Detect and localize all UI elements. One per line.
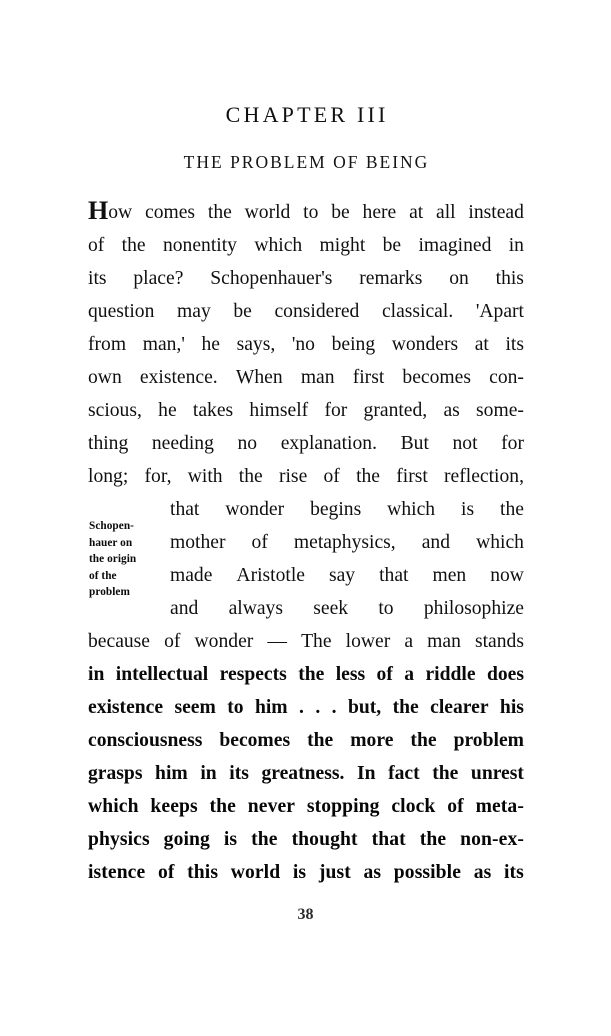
text-line (88, 262, 524, 295)
text-word: is (223, 829, 238, 850)
text-word: stopping (306, 796, 380, 817)
text-word: nonentity (162, 235, 237, 256)
text-word: in (508, 235, 524, 256)
text-word: existence (88, 697, 164, 718)
text-word: clock (391, 796, 436, 817)
text-line (88, 229, 524, 262)
text-word: . (299, 697, 304, 718)
text-word: classical. (381, 301, 454, 322)
text-word: How (88, 196, 133, 225)
text-word: con- (489, 367, 524, 388)
text-word: metaphysics, (293, 532, 396, 553)
text-word: — (267, 631, 287, 652)
text-word: world (230, 862, 281, 883)
section-title: THE PROBLEM OF BEING (183, 152, 430, 172)
text-word: granted, (363, 400, 428, 421)
marginal-gloss-line: the origin (89, 553, 137, 566)
marginal-gloss-line: hauer on (89, 536, 133, 549)
text-word: himself (249, 400, 309, 421)
text-word: never (247, 796, 296, 817)
text-word: existence. (139, 367, 218, 388)
text-word: with (187, 466, 223, 487)
text-word: remarks (359, 268, 423, 289)
page-number: 38 (297, 906, 314, 923)
text-word: the (238, 466, 263, 487)
text-word: as (363, 862, 382, 883)
chapter-title: CHAPTER III (225, 102, 389, 127)
text-word: istence (88, 862, 146, 883)
text-word: because (88, 631, 151, 652)
text-word: becomes (219, 730, 291, 751)
text-word: lower (345, 631, 391, 652)
text-word: takes (192, 400, 234, 421)
text-word: that (371, 829, 406, 850)
text-word: its (88, 268, 107, 289)
text-word: seek (313, 598, 349, 619)
text-word: stands (474, 631, 524, 652)
text-line (88, 559, 524, 592)
text-word: less (335, 664, 366, 685)
text-word: men (432, 565, 467, 586)
text-word: grasps (88, 763, 143, 784)
text-word: instead (468, 202, 524, 223)
text-line (88, 196, 524, 229)
text-word: him (155, 763, 188, 784)
text-word: going (163, 829, 210, 850)
text-word: is (292, 862, 307, 883)
text-word: consciousness (88, 730, 203, 751)
text-word: Schopenhauer's (210, 268, 333, 289)
text-word: to (227, 697, 244, 718)
text-word: some- (476, 400, 524, 421)
text-word: now (490, 565, 524, 586)
text-word: might (319, 235, 366, 256)
text-line (88, 460, 524, 493)
text-word: to (378, 598, 394, 619)
text-word: non-ex- (460, 829, 524, 850)
text-word: becomes (402, 367, 471, 388)
text-word: considered (274, 301, 360, 322)
marginal-gloss-line: Schopen- (89, 520, 134, 532)
text-word: him (254, 697, 288, 718)
text-line (88, 592, 524, 625)
text-word: at (474, 334, 489, 355)
text-word: may (177, 301, 211, 322)
marginal-gloss-line: of the (89, 569, 117, 582)
text-word: of (323, 466, 340, 487)
text-line (88, 724, 524, 757)
text-word: of (157, 862, 175, 883)
text-word: a (404, 664, 415, 685)
text-word: is (461, 499, 475, 520)
text-word: long; (88, 466, 129, 487)
text-word: physics (88, 829, 150, 850)
text-word: not (452, 433, 478, 454)
text-word: which (476, 532, 524, 553)
text-word: reflection, (444, 466, 524, 487)
text-word: but, (347, 697, 382, 718)
text-word: The (301, 631, 332, 652)
text-line (88, 361, 524, 394)
text-word: here (362, 202, 397, 223)
text-word: of (164, 631, 181, 652)
text-word: just (318, 862, 351, 883)
text-word: being (331, 334, 376, 355)
text-word: scious, (88, 400, 142, 421)
text-word: keeps (150, 796, 198, 817)
text-word: the (392, 697, 419, 718)
text-word: for (501, 433, 524, 454)
text-word: the (121, 235, 146, 256)
text-word: its (504, 862, 524, 883)
text-word: the (209, 796, 236, 817)
text-word: for (324, 400, 348, 421)
text-word: in (200, 763, 217, 784)
text-word: begins (310, 499, 362, 520)
text-word: his (499, 697, 524, 718)
text-word: the (432, 763, 459, 784)
text-word: this (187, 862, 219, 883)
text-word: on (449, 268, 469, 289)
text-word: no (237, 433, 258, 454)
text-line (88, 526, 524, 559)
drop-cap-initial: H (88, 196, 109, 225)
text-line (88, 394, 524, 427)
text-word: problem (453, 730, 524, 751)
text-word: of (447, 796, 464, 817)
text-word: of (88, 235, 105, 256)
text-word: and (421, 532, 451, 553)
text-word: in (88, 664, 105, 685)
text-word: and (170, 598, 199, 619)
text-word: the (298, 664, 325, 685)
text-word: he (201, 334, 220, 355)
text-word: 'Apart (475, 301, 524, 322)
text-word: he (158, 400, 177, 421)
body-text-block (88, 196, 524, 889)
text-word: first (352, 367, 385, 388)
text-word: possible (393, 862, 462, 883)
text-word: imagined (418, 235, 492, 256)
text-word: wonders (391, 334, 459, 355)
text-word: needing (151, 433, 214, 454)
text-line (88, 427, 524, 460)
text-word: clearer (430, 697, 489, 718)
text-word: its (229, 763, 249, 784)
text-word: as (443, 400, 460, 421)
text-word: thing (88, 433, 129, 454)
text-line (88, 790, 524, 823)
text-word: the (410, 730, 437, 751)
text-word: be (382, 235, 402, 256)
text-line (88, 856, 524, 889)
text-word: from (88, 334, 127, 355)
text-word: In (356, 763, 376, 784)
text-word: says, (236, 334, 276, 355)
text-word: place? (133, 268, 184, 289)
text-word: that (379, 565, 409, 586)
text-word: which (88, 796, 139, 817)
text-word: explanation. (280, 433, 377, 454)
text-word: seem (174, 697, 216, 718)
text-word: the (356, 466, 380, 487)
text-word: to (303, 202, 319, 223)
text-word: fact (388, 763, 420, 784)
text-word: that (170, 499, 200, 520)
text-word: this (495, 268, 524, 289)
text-word: for, (144, 466, 172, 487)
text-word: wonder (194, 631, 254, 652)
text-word: But (400, 433, 429, 454)
text-word: . (331, 697, 337, 718)
text-word: man (427, 631, 461, 652)
text-word: the (207, 202, 232, 223)
text-word: philosophize (423, 598, 524, 619)
text-word: own (88, 367, 122, 388)
text-word: its (505, 334, 524, 355)
text-word: Aristotle (236, 565, 305, 586)
text-word: man (300, 367, 335, 388)
text-word: which (387, 499, 436, 520)
text-word: world (244, 202, 291, 223)
text-word: . (315, 697, 321, 718)
text-word: greatness. (261, 763, 345, 784)
text-word: thought (291, 829, 358, 850)
text-word: the (500, 499, 524, 520)
text-word: question (88, 301, 155, 322)
text-word: of (376, 664, 393, 685)
text-word: does (486, 664, 524, 685)
text-word: at (409, 202, 424, 223)
text-line (88, 295, 524, 328)
text-word: made (170, 565, 213, 586)
text-word: intellectual (115, 664, 209, 685)
text-word: the (419, 829, 447, 850)
text-line (88, 493, 524, 526)
text-line (88, 658, 524, 691)
text-word: as (473, 862, 492, 883)
text-word: wonder (225, 499, 285, 520)
text-word: more (350, 730, 394, 751)
text-word: meta- (475, 796, 524, 817)
text-line (88, 625, 524, 658)
text-word: rise (278, 466, 308, 487)
text-word: the (251, 829, 278, 850)
text-word: a (404, 631, 414, 652)
text-line (88, 757, 524, 790)
text-word: respects (219, 664, 287, 685)
text-word: man,' (142, 334, 185, 355)
text-word: be (233, 301, 252, 322)
text-word: 'no (291, 334, 315, 355)
text-word: the (307, 730, 334, 751)
text-line (88, 328, 524, 361)
marginal-gloss-line: problem (89, 586, 130, 599)
text-word: be (331, 202, 350, 223)
text-word: say (328, 565, 356, 586)
text-word: unrest (470, 763, 524, 784)
text-word: of (251, 532, 268, 553)
text-word: comes (145, 202, 196, 223)
text-line (88, 823, 524, 856)
text-line (88, 691, 524, 724)
text-word: riddle (425, 664, 476, 685)
text-word: mother (170, 532, 226, 553)
text-word: first (396, 466, 428, 487)
text-word: all (436, 202, 456, 223)
text-word: always (228, 598, 283, 619)
text-word: When (235, 367, 283, 388)
text-word: which (254, 235, 303, 256)
